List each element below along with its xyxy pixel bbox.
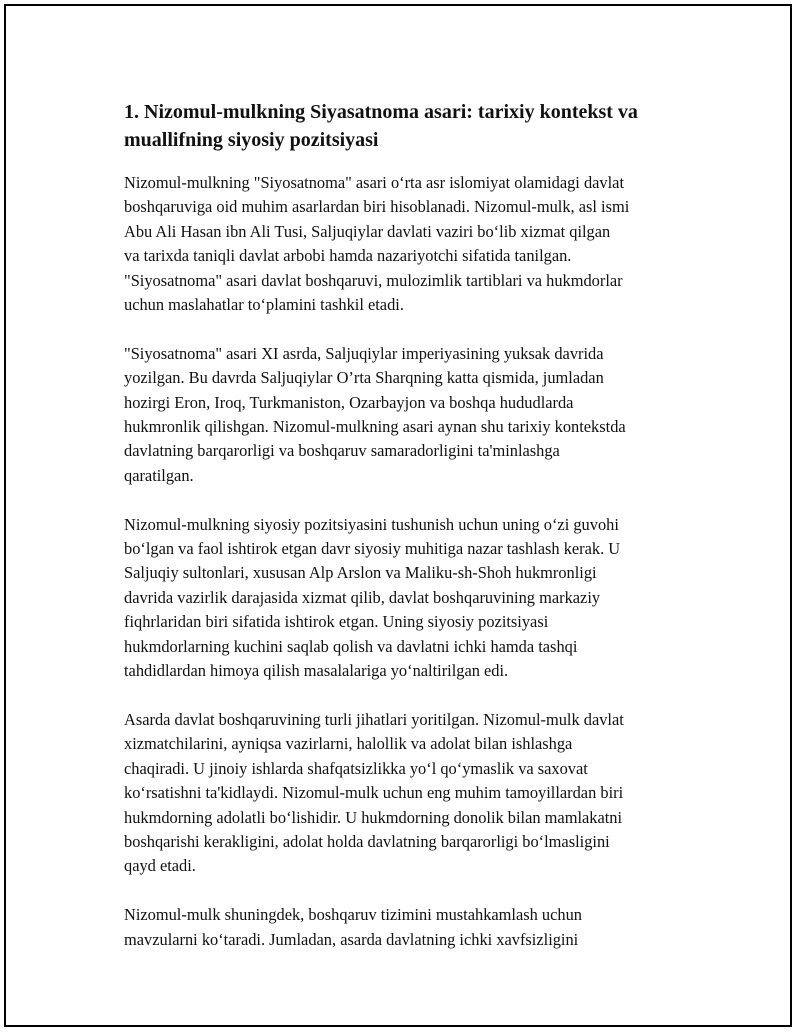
- text-line: bo‘lgan va faol ishtirok etgan davr siyosiy muhitiga nazar tashlash kerak. U: [124, 539, 621, 559]
- paragraph-4: [124, 708, 704, 879]
- text-line: Abu Ali Hasan ibn Ali Tusi, Saljuqiylar davlati vaziri bo‘lib xizmat qilgan: [124, 221, 611, 241]
- text-line: davlatning barqarorligi va boshqaruv samaradorligini ta'minlashga: [124, 441, 560, 461]
- text-line: xizmatchilarini, ayniqsa vazirlarni, halollik va adolat bilan ishlashga: [124, 734, 573, 754]
- paragraph-1: [124, 171, 704, 317]
- text-line: Nizomul-mulk shuningdek, boshqaruv tizimini mustahkamlash uchun: [124, 905, 582, 925]
- text-line: boshqarishi kerakligini, adolat holda davlatning barqarorligi bo‘lmasligini: [124, 831, 610, 851]
- text-line: va tarixda taniqli davlat arbobi hamda nazariyotchi sifatida tanilgan.: [124, 246, 572, 266]
- text-line: uchun maslahatlar to‘plamini tashkil etadi.: [124, 295, 404, 315]
- text-line: "Siyosatnoma" asari davlat boshqaruvi, mulozimlik tartiblari va hukmdorlar: [124, 270, 623, 290]
- text-line: boshqaruviga oid muhim asarlardan biri hisoblanadi. Nizomul-mulk, asl ismi: [124, 197, 630, 217]
- text-line: yozilgan. Bu davrda Saljuqiylar O’rta Sharqning katta qismida, jumladan: [124, 368, 604, 388]
- text-line: mavzularni ko‘taradi. Jumladan, asarda davlatning ichki xavfsizligini: [124, 929, 579, 949]
- text-line: hozirgi Eron, Iroq, Turkmaniston, Ozarbayjon va boshqa hududlarda: [124, 392, 574, 412]
- text-line: hukmronlik qilishgan. Nizomul-mulkning asari aynan shu tarixiy kontekstda: [124, 417, 626, 437]
- text-line: hukmdorlarning kuchini saqlab qolish va davlatni ichki hamda tashqi: [124, 636, 578, 656]
- text-line: qayd etadi.: [124, 856, 196, 876]
- text-line: "Siyosatnoma" asari XI asrda, Saljuqiylar imperiyasining yuksak davrida: [124, 343, 604, 363]
- text-line: tahdidlardan himoya qilish masalalariga yo‘naltirilgan edi.: [124, 661, 509, 681]
- text-line: ko‘rsatishni ta'kidlaydi. Nizomul-mulk uchun eng muhim tamoyillardan biri: [124, 783, 624, 803]
- text-line: davrida vazirlik darajasida xizmat qilib, davlat boshqaruvining markaziy: [124, 587, 601, 607]
- section-heading: [124, 98, 704, 154]
- text-line: Asarda davlat boshqaruvining turli jihatlari yoritilgan. Nizomul-mulk davlat: [124, 709, 624, 729]
- heading-line: muallifning siyosiy pozitsiyasi: [124, 129, 379, 151]
- text-line: Nizomul-mulkning siyosiy pozitsiyasini tushunish uchun uning o‘zi guvohi: [124, 514, 619, 534]
- document-body: [124, 98, 704, 976]
- heading-line: 1. Nizomul-mulkning Siyasatnoma asari: tarixiy kontekst va: [124, 101, 638, 123]
- page-frame: [4, 4, 792, 1027]
- text-line: hukmdorning adolatli bo‘lishidir. U hukmdorning donolik bilan mamlakatni: [124, 807, 623, 827]
- paragraph-2: [124, 342, 704, 488]
- text-line: Saljuqiy sultonlari, xususan Alp Arslon va Maliku-sh-Shoh hukmronligi: [124, 563, 597, 583]
- text-line: Nizomul-mulkning "Siyosatnoma" asari o‘rta asr islomiyat olamidagi davlat: [124, 173, 624, 192]
- text-line: fiqhrlaridan biri sifatida ishtirok etgan. Uning siyosiy pozitsiyasi: [124, 612, 549, 632]
- text-line: qaratilgan.: [124, 465, 194, 485]
- text-line: chaqiradi. U jinoiy ishlarda shafqatsizlikka yo‘l qo‘ymaslik va saxovat: [124, 758, 588, 778]
- paragraph-5: [124, 903, 704, 952]
- paragraph-3: [124, 513, 704, 684]
